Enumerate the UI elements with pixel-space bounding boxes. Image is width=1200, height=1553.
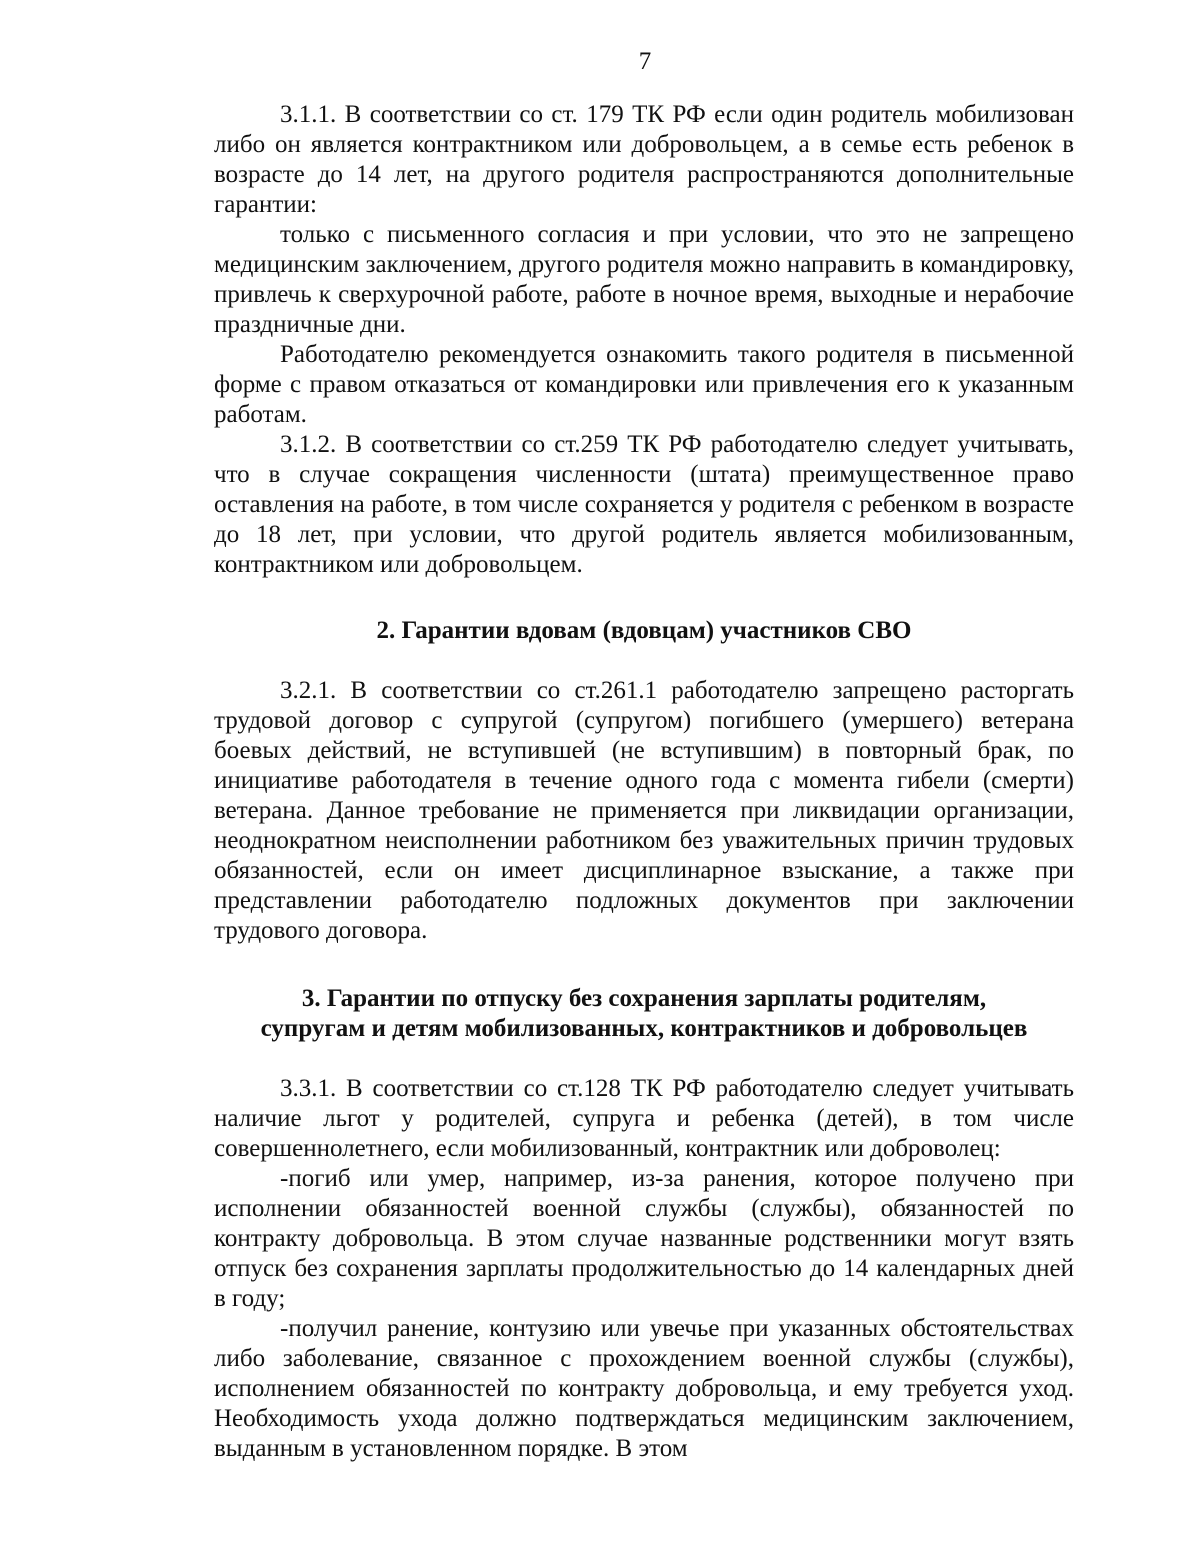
paragraph-business-trip-consent: только с письменного согласия и при условии, что это не запрещено медицинским заключением, другого родителя можно направить в командировку, привлечь к сверхурочной работе, работе в ночное время, выходные и нерабочие праздничные дни.: [214, 221, 1074, 338]
page-number: 7: [638, 48, 652, 75]
paragraph-3-1-2: 3.1.2. В соответствии со ст.259 ТК РФ работодателю следует учитывать, что в случае сокращения численности (штата) преимущественное право оставления на работе, в том числе сохраняется у родителя с ребенком в возрасте до 18 лет, при условии, что другой родитель является мобилизованным, контрактником или добровольцем.: [214, 431, 1074, 578]
paragraph-3-2-1: 3.2.1. В соответствии со ст.261.1 работодателю запрещено расторгать трудовой договор с супругой (супругом) погибшего (умершего) ветерана боевых действий, не вступившей (не вступившим) в повторный брак, по инициативе работодателя в течение одного года с момента гибели (смерти) ветерана. Данное требование не применяется при ликвидации организации, неоднократном неисполнении работником без уважительных причин трудовых обязанностей, если он имеет дисциплинарное взыскание, а также при представлении работодателю подложных документов при заключении трудового договора.: [214, 677, 1074, 944]
paragraph-employer-recommendation: Работодателю рекомендуется ознакомить такого родителя в письменной форме с правом отказаться от командировки или привлечения его к указанным работам.: [214, 341, 1074, 428]
section-heading-unpaid-leave-line1: 3. Гарантии по отпуску без сохранения зарплаты родителям,: [301, 985, 987, 1012]
section-heading-widows: 2. Гарантии вдовам (вдовцам) участников СВО: [376, 617, 912, 644]
section-heading-unpaid-leave-line2: супругам и детям мобилизованных, контрактников и добровольцев: [260, 1015, 1028, 1042]
paragraph-injured-case: -получил ранение, контузию или увечье при указанных обстоятельствах либо заболевание, связанное с прохождением военной службы (службы), исполнением обязанностей по контракту добровольца, и ему требуется уход. Необходимость ухода должно подтверждаться медицинским заключением, выданным в установленном порядке. В этом: [214, 1315, 1074, 1462]
paragraph-3-1-1: 3.1.1. В соответствии со ст. 179 ТК РФ если один родитель мобилизован либо он является контрактником или добровольцем, а в семье есть ребенок в возрасте до 14 лет, на другого родителя распространяются дополнительные гарантии:: [214, 101, 1074, 218]
paragraph-died-case: -погиб или умер, например, из-за ранения, которое получено при исполнении обязанностей военной службы (службы), обязанностей по контракту добровольца. В этом случае названные родственники могут взять отпуск без сохранения зарплаты продолжительностью до 14 календарных дней в году;: [214, 1165, 1074, 1312]
paragraph-3-3-1: 3.3.1. В соответствии со ст.128 ТК РФ работодателю следует учитывать наличие льгот у родителей, супруга и ребенка (детей), в том числе совершеннолетнего, если мобилизованный, контрактник или доброволец:: [214, 1075, 1074, 1162]
document-body: [214, 100, 1074, 1464]
section-heading-unpaid-leave: [214, 984, 1074, 1044]
